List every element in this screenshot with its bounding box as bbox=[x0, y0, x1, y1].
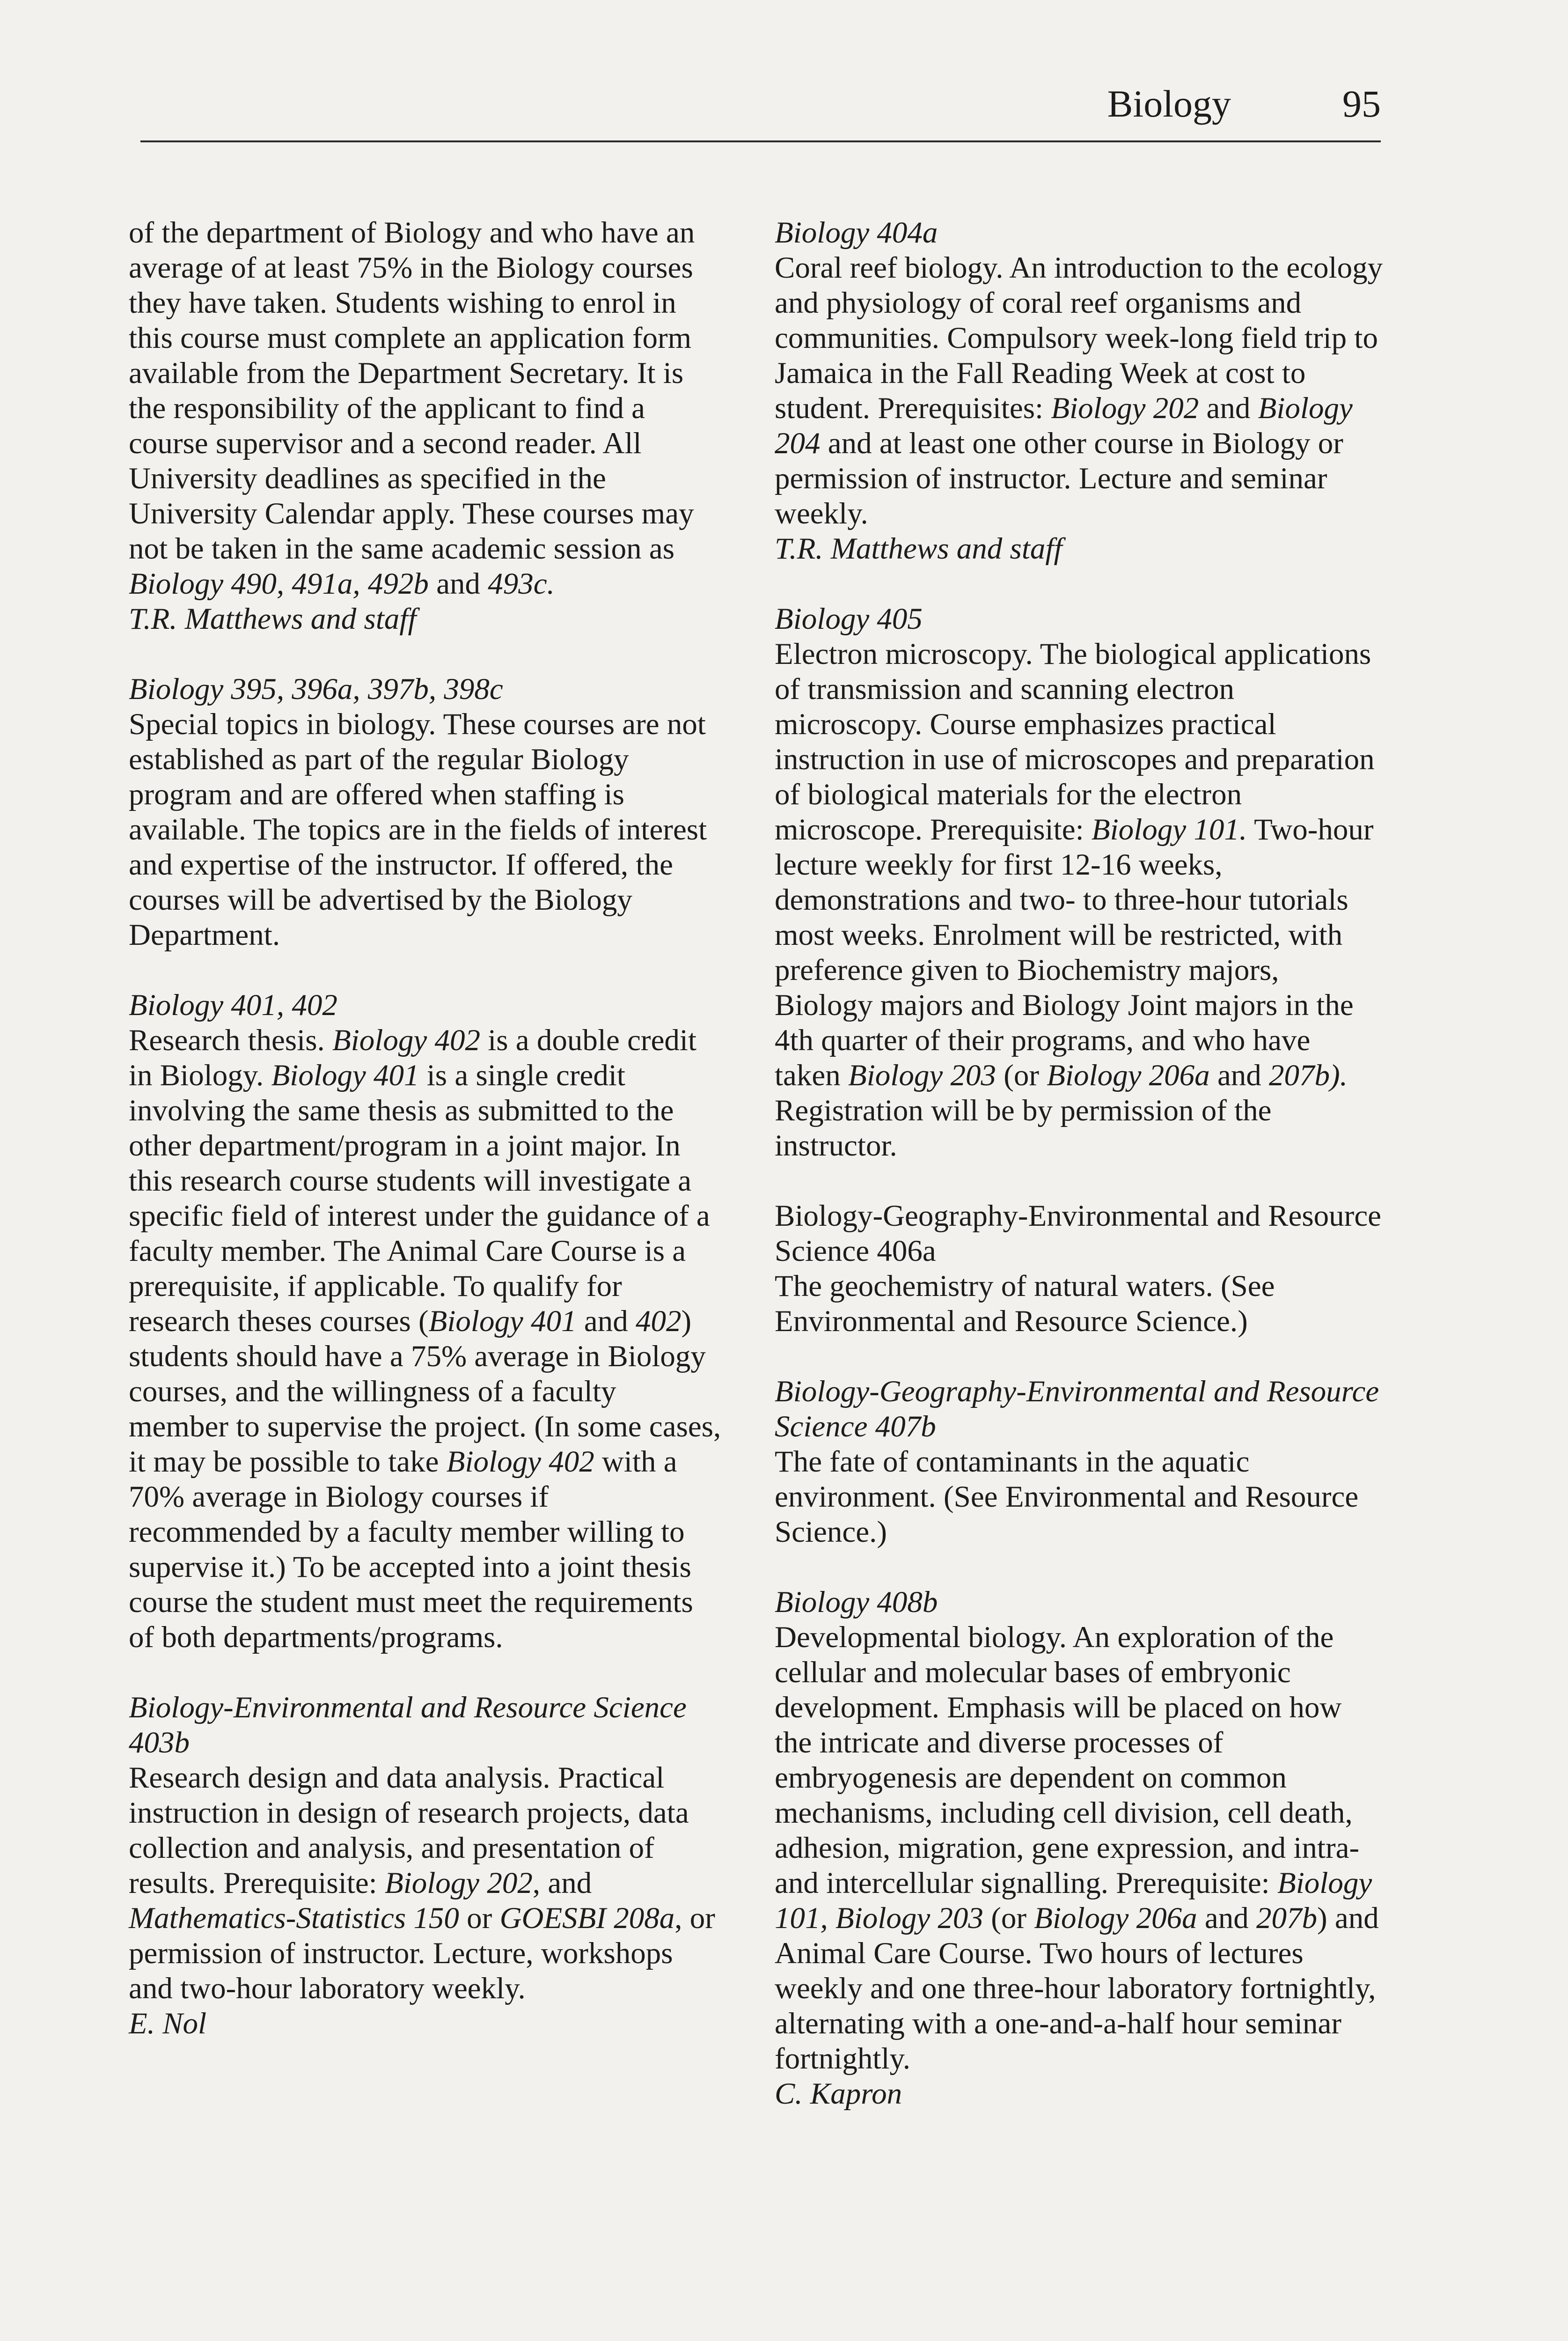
course-description: The geochemistry of natural waters. (See Environmental and Resource Science.) bbox=[775, 1269, 1275, 1338]
course-entry-continued bbox=[129, 215, 723, 637]
course-description: Research design and data analysis. Practical instruction in design of research projects, data collection and analysis, and presentation of results. Prerequisite: Biology 202, and Mathematics-Statistics 150 or GOESBI 208a, or permission of instructor. Lecture, workshops and two-hour laboratory weekly. bbox=[129, 1761, 715, 2005]
page-header bbox=[140, 80, 1381, 142]
course-description: Electron microscopy. The biological applications of transmission and scanning electron microscopy. Course emphasizes practical instruction in use of microscopes and preparation of biological materials for the electron microscope. Prerequisite: Biology 101. Two-hour lecture weekly for first 12-16 weeks, demonstrations and two- to three-hour tutorials most weeks. Enrolment will be restricted, with preference given to Biochemistry majors, Biology majors and Biology Joint majors in the 4th quarter of their programs, and who have taken Biology 203 (or Biology 206a and 207b). Registration will be by permission of the instructor. bbox=[775, 637, 1375, 1163]
course-description: Coral reef biology. An introduction to the ecology and physiology of coral reef organisms and communities. Compulsory week-long field trip to Jamaica in the Fall Reading Week at cost to student. Prerequisites: Biology 202 and Biology 204 and at least one other course in Biology or permission of instructor. Lecture and seminar weekly. bbox=[775, 251, 1383, 530]
course-description: The fate of contaminants in the aquatic environment. (See Environmental and Resource Science.) bbox=[775, 1445, 1359, 1549]
course-entry-biology-406a bbox=[775, 1199, 1383, 1339]
course-title: Biology 395, 396a, 397b, 398c bbox=[129, 672, 503, 706]
course-title: Biology-Environmental and Resource Science 403b bbox=[129, 1691, 687, 1759]
course-entry-biology-395 bbox=[129, 672, 723, 953]
course-title: Biology 404a bbox=[775, 216, 938, 250]
course-description: Research thesis. Biology 402 is a double credit in Biology. Biology 401 is a single credit involving the same thesis as submitted to the other department/program in a joint major. In this research course students will investigate a specific field of interest under the guidance of a faculty member. The Animal Care Course is a prerequisite, if applicable. To qualify for research theses courses (Biology 401 and 402) students should have a 75% average in Biology courses, and the willingness of a faculty member to supervise the project. (In some cases, it may be possible to take Biology 402 with a 70% average in Biology courses if recommended by a faculty member willing to supervise it.) To be accepted into a joint thesis course the student must meet the requirements of both departments/programs. bbox=[129, 1023, 721, 1654]
course-title: Biology 405 bbox=[775, 602, 923, 636]
course-instructor: T.R. Matthews and staff bbox=[129, 602, 417, 636]
course-entry-biology-404a bbox=[775, 215, 1383, 567]
course-description: Special topics in biology. These courses are not established as part of the regular Biology program and are offered when staffing is available. The topics are in the fields of interest and expertise of the instructor. If offered, the courses will be advertised by the Biology Department. bbox=[129, 707, 707, 952]
course-title: Biology 408b bbox=[775, 1585, 938, 1619]
course-entry-biology-405 bbox=[775, 602, 1383, 1163]
left-column bbox=[129, 215, 723, 2076]
course-description: Developmental biology. An exploration of the cellular and molecular bases of embryonic development. Emphasis will be placed on how the intricate and diverse processes of embryogenesis are dependent on common mechanisms, including cell division, cell death, adhesion, migration, gene expression, and intra- and intercellular signalling. Prerequisite: Biology 101, Biology 203 (or Biology 206a and 207b) and Animal Care Course. Two hours of lectures weekly and one three-hour laboratory fortnightly, alternating with a one-and-a-half hour seminar fortnightly. bbox=[775, 1620, 1379, 2076]
course-entry-biology-401 bbox=[129, 988, 723, 1655]
course-instructor: C. Kapron bbox=[775, 2077, 902, 2111]
course-instructor: T.R. Matthews and staff bbox=[775, 532, 1062, 566]
right-column bbox=[775, 215, 1383, 2147]
course-title: Biology-Geography-Environmental and Resource Science 406a bbox=[775, 1199, 1382, 1268]
course-entry-biology-408b bbox=[775, 1585, 1383, 2112]
course-title: Biology-Geography-Environmental and Resource Science 407b bbox=[775, 1375, 1379, 1443]
course-instructor: E. Nol bbox=[129, 2007, 207, 2040]
course-description: of the department of Biology and who have an average of at least 75% in the Biology courses they have taken. Students wishing to enrol in this course must complete an application form available from the Department Secretary. It is the responsibility of the applicant to find a course supervisor and a second reader. All University deadlines as specified in the University Calendar apply. These courses may not be taken in the same academic session as Biology 490, 491a, 492b and 493c. bbox=[129, 216, 695, 601]
running-title: Biology bbox=[1107, 82, 1231, 125]
course-entry-biology-407b bbox=[775, 1374, 1383, 1550]
course-title: Biology 401, 402 bbox=[129, 988, 337, 1022]
page-number: 95 bbox=[1342, 82, 1381, 125]
course-entry-biology-403b bbox=[129, 1690, 723, 2041]
